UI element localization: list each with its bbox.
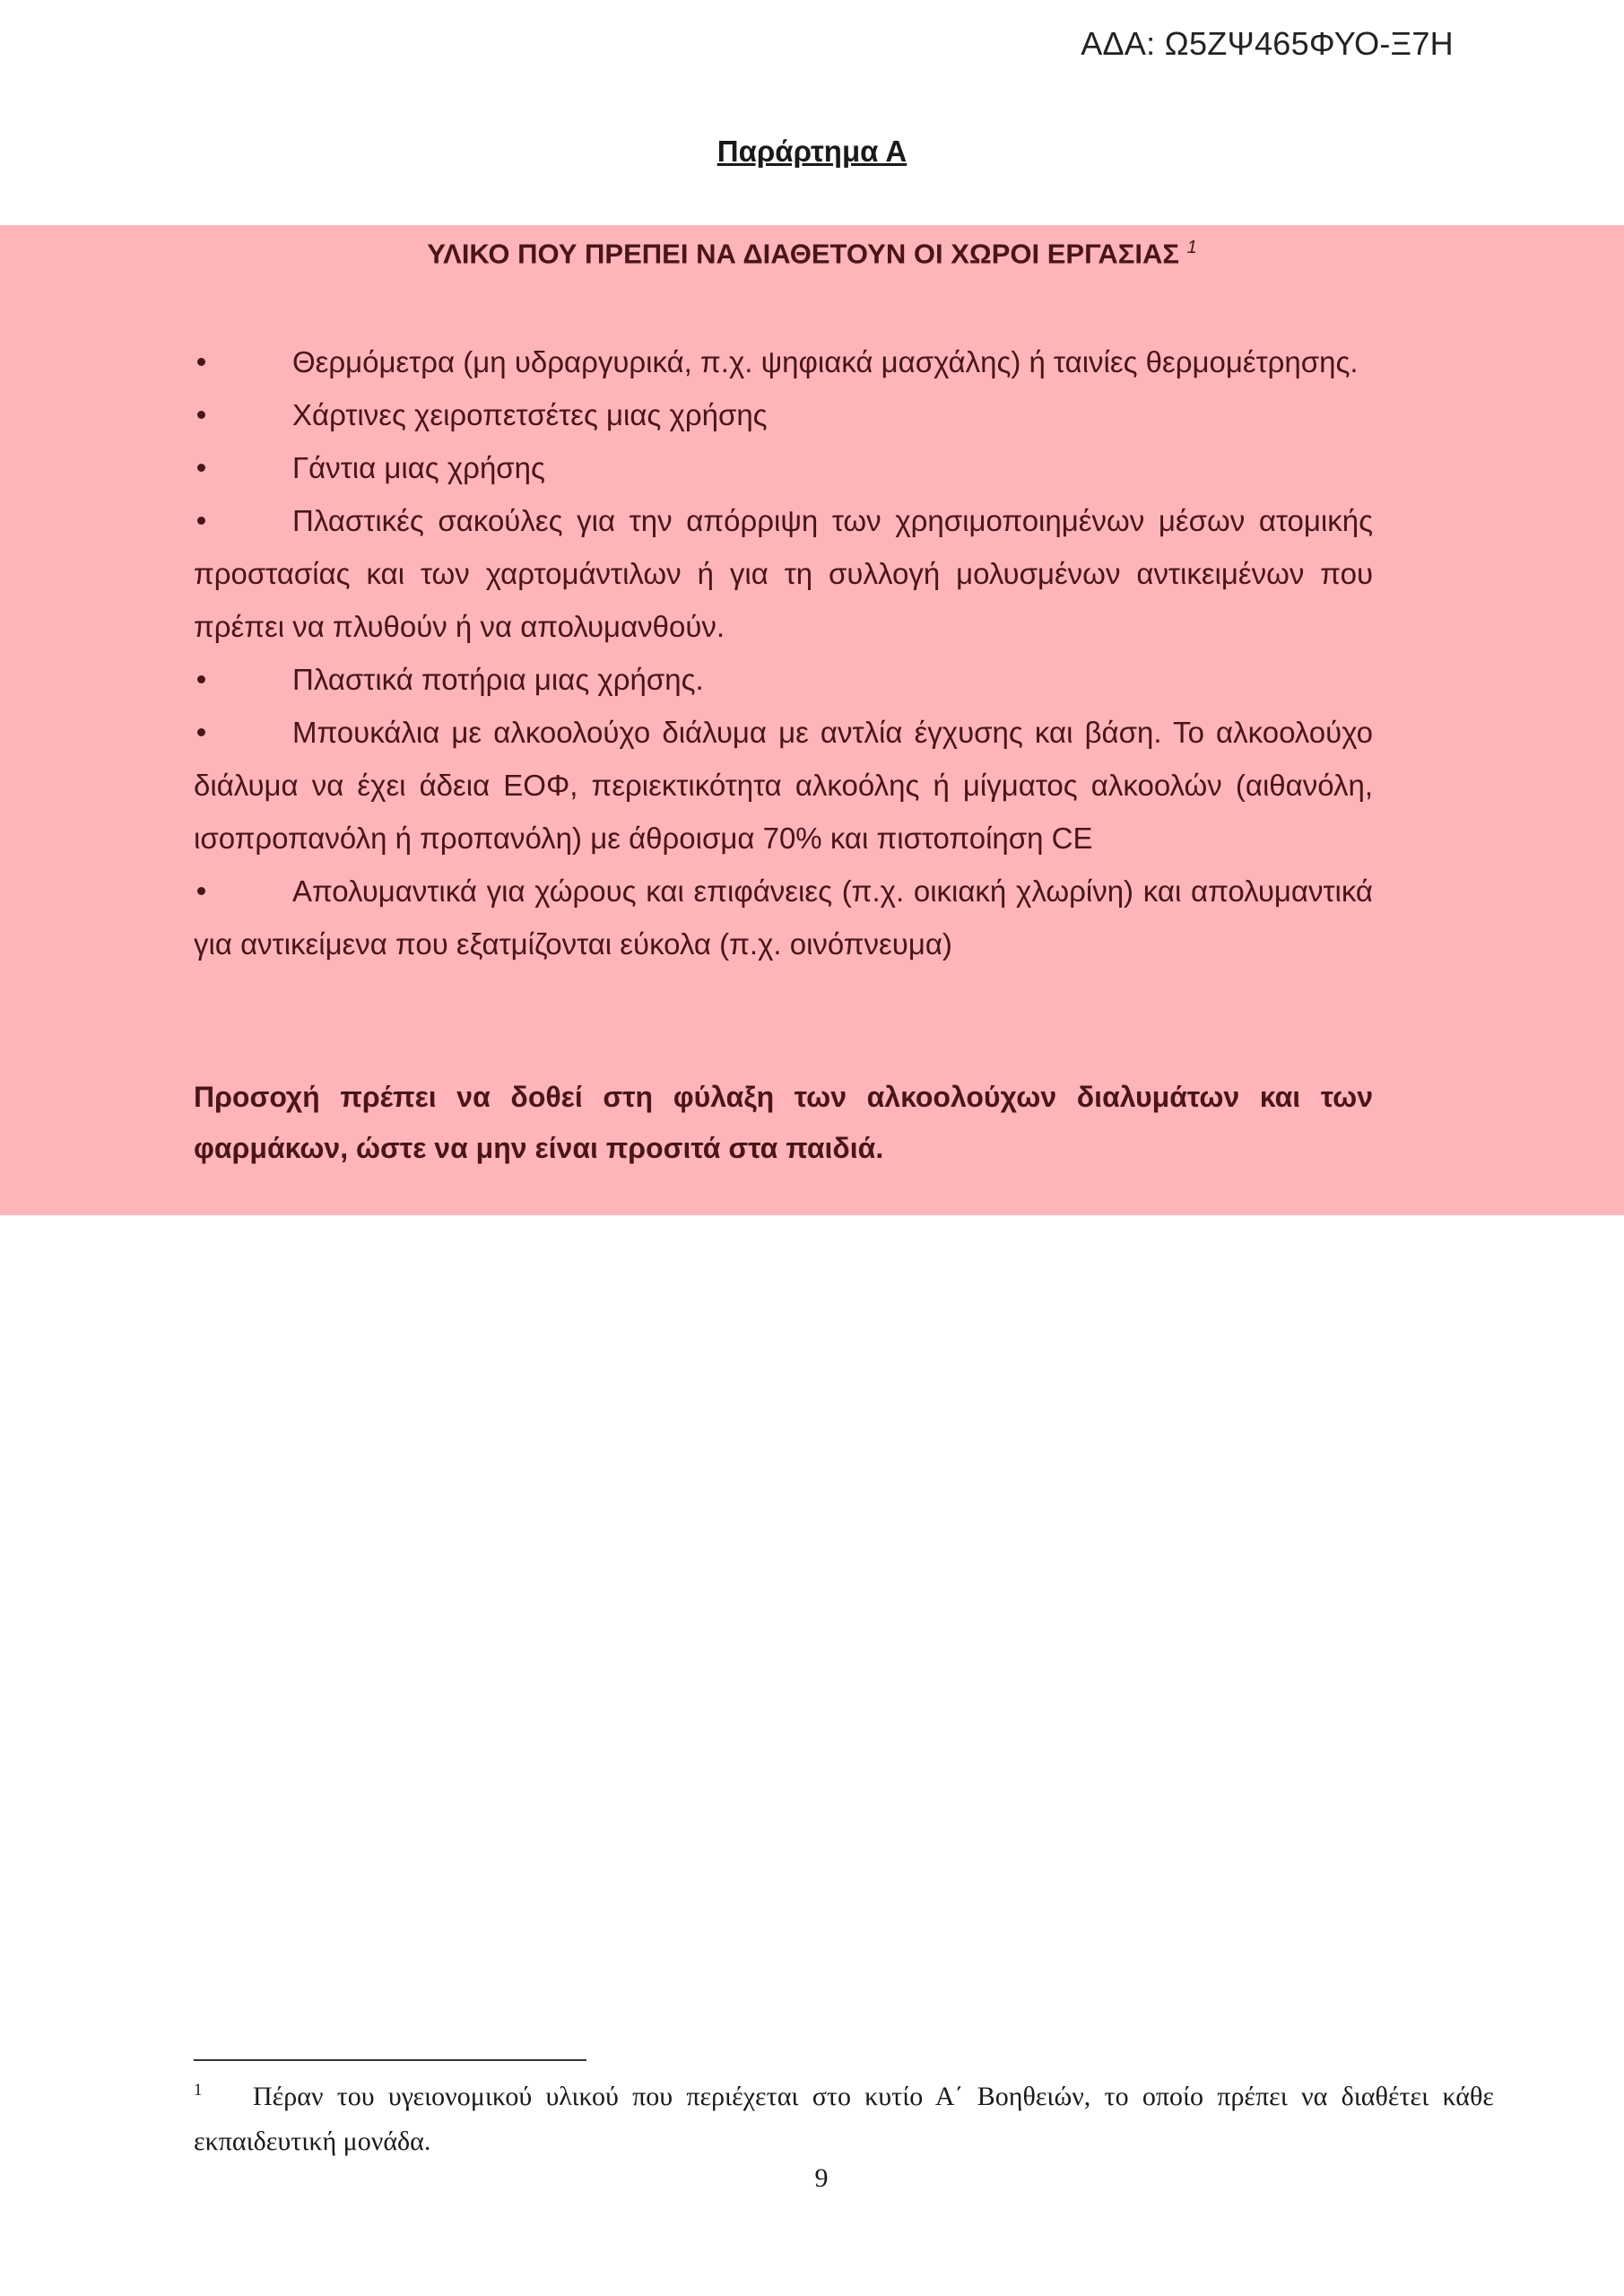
footnote — [194, 2068, 1494, 2164]
list-item-text: Απολυμαντικά για χώρους και επιφάνειες (π.χ. οικιακή χλωρίνη) και απολυμαντικά για αντικείμενα που εξατμίζονται εύκολα (π.χ. οινόπνευμα) — [194, 874, 1373, 961]
box-title — [0, 238, 1624, 270]
list-item-text: Γάντια μιας χρήσης — [292, 451, 545, 484]
bullet-icon — [194, 494, 292, 547]
materials-list — [194, 335, 1373, 970]
list-item-text: Πλαστικά ποτήρια μιας χρήσης. — [292, 663, 704, 696]
list-item — [194, 441, 1373, 494]
list-item-text: Μπουκάλια με αλκοολούχο διάλυμα με αντλία έγχυσης και βάση. Το αλκοολούχο διάλυμα να έχει άδεια ΕΟΦ, περιεκτικότητα αλκοόλης ή μίγματος αλκοολών (αιθανόλη, ισοπροπανόλη ή προπανόλη) με άθροισμα 70% και πιστοποίηση CE — [194, 716, 1373, 855]
footnote-divider — [194, 2059, 586, 2061]
bullet-icon — [194, 335, 292, 388]
list-item — [194, 865, 1373, 970]
annex-title: Παράρτημα Α — [716, 135, 908, 168]
list-item-text: Πλαστικές σακούλες για την απόρριψη των χρησιμοποιημένων μέσων ατομικής προστασίας και των χαρτομάντιλων ή για τη συλλογή μολυσμένων αντικειμένων που πρέπει να πλυθούν ή να απολυμανθούν. — [194, 504, 1373, 643]
bullet-icon — [194, 653, 292, 706]
list-item — [194, 335, 1373, 388]
footnote-text: Πέραν του υγειονομικού υλικού που περιέχεται στο κυτίο Α΄ Βοηθειών, το οποίο πρέπει να διαθέτει κάθε εκπαιδευτική μονάδα. — [194, 2082, 1494, 2156]
bullet-icon — [194, 388, 292, 441]
warning-note: Προσοχή πρέπει να δοθεί στη φύλαξη των αλκοολούχων διαλυμάτων και των φαρμάκων, ώστε να μην είναι προσιτά στα παιδιά. — [194, 1081, 1373, 1164]
list-item — [194, 388, 1373, 441]
bullet-icon — [194, 441, 292, 494]
list-item-text: Θερμόμετρα (μη υδραργυρικά, π.χ. ψηφιακά μασχάλης) ή ταινίες θερμομέτρησης. — [292, 345, 1359, 378]
ada-code: ΑΔΑ: Ω5ΖΨ465ΦΥΟ-Ξ7Η — [1081, 25, 1454, 62]
box-title-text: ΥΛΙΚΟ ΠΟΥ ΠΡΕΠΕΙ ΝΑ ΔΙΑΘΕΤΟΥΝ ΟΙ ΧΩΡΟΙ ΕΡΓΑΣΙΑΣ — [427, 238, 1179, 270]
bullet-icon — [194, 706, 292, 759]
list-item — [194, 653, 1373, 706]
footnote-reference[interactable]: 1 — [1186, 238, 1197, 257]
list-item — [194, 706, 1373, 865]
bullet-icon — [194, 865, 292, 918]
list-item — [194, 494, 1373, 653]
list-item-text: Χάρτινες χειροπετσέτες μιας χρήσης — [292, 398, 768, 431]
footnote-mark: 1 — [194, 2081, 203, 2100]
page-number: 9 — [814, 2163, 829, 2193]
